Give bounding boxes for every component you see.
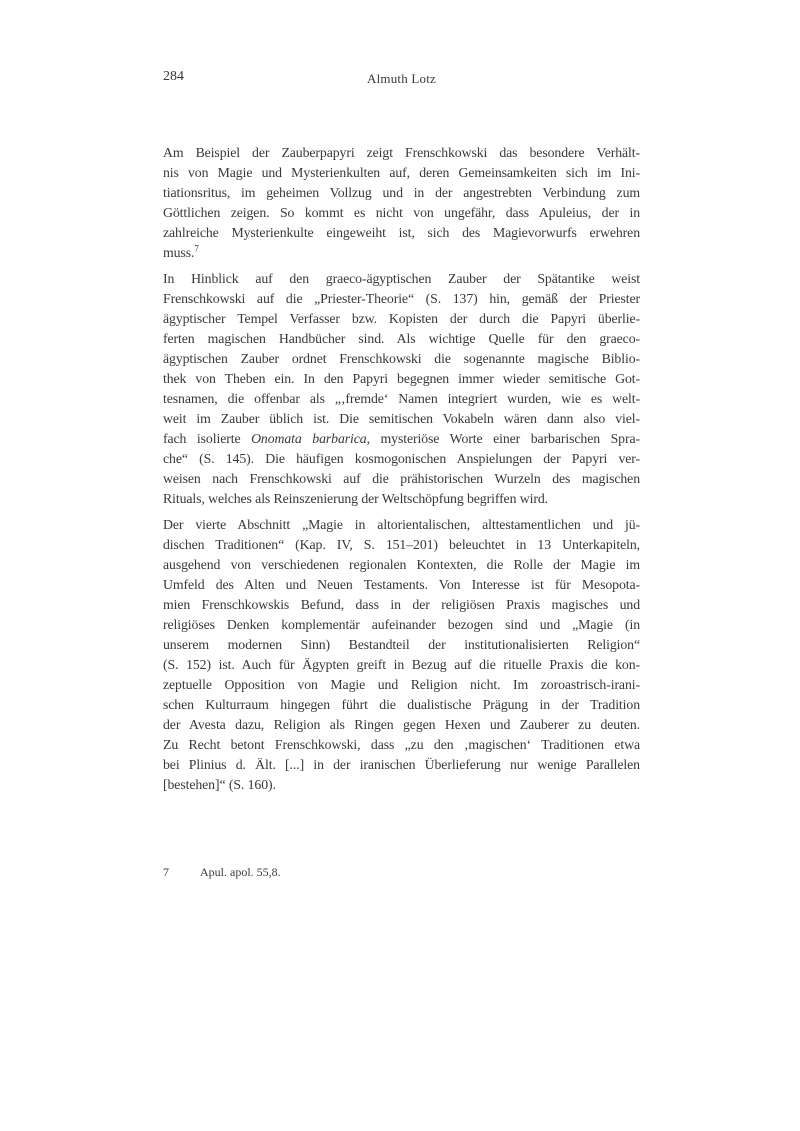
body-text: fach isolierte [163,431,252,446]
body-line: In Hinblick auf den graeco-ägyptischen Zauber der Spätantike weist [163,271,640,286]
body-line: zahlreiche Mysterienkulte eingeweiht ist, sich des Magievorwurfs erwehren [163,225,640,240]
footnote [163,864,640,880]
body-line: dischen Traditionen“ (Kap. IV, S. 151–201) beleuchtet in 13 Unterkapiteln, [163,537,640,552]
body-line: nis von Magie und Mysterienkulten auf, deren Gemeinsamkeiten sich im Ini- [163,165,640,180]
page-number: 284 [163,69,184,84]
body-line: weisen nach Frenschkowski auf die prähistorischen Wurzeln des magischen [163,471,640,486]
body-text: , mysteriöse Worte einer barbarischen Spra- [366,431,640,446]
running-head-author: Almuth Lotz [367,71,436,86]
body-line: zeptuelle Opposition von Magie und Religion nicht. Im zoroastrisch-irani- [163,677,640,692]
body-line: religiöses Denken komplementär aufeinander bezogen sind und „Magie (in [163,617,640,632]
body-line: Rituals, welches als Reinszenierung der Weltschöpfung begriffen wird. [163,491,548,506]
body-line: Göttlichen zeigen. So kommt es nicht von ungefähr, dass Apuleius, der in [163,205,640,220]
body-line: bei Plinius d. Ält. [...] in der iranischen Überlieferung nur wenige Parallelen [163,757,640,772]
text-body [163,143,640,795]
body-line: unserem modernen Sinn) Bestandteil der institutionalisierten Religion“ [163,637,640,652]
body-line: schen Kulturraum hingegen führt die dualistische Prägung in der Tradition [163,697,640,712]
body-line: che“ (S. 145). Die häufigen kosmogonischen Anspielungen der Papyri ver- [163,451,640,466]
body-line: mien Frenschkowskis Befund, dass in der religiösen Praxis magisches und [163,597,640,612]
body-line-with-term [163,429,640,449]
body-line: Der vierte Abschnitt „Magie in altorientalischen, alttestamentlichen und jü- [163,517,640,532]
footnote-marker: 7 [163,865,169,879]
body-line [163,243,640,263]
body-line: thek von Theben ein. In den Papyri begegnen immer wieder semitische Got- [163,371,640,386]
body-line: (S. 152) ist. Auch für Ägypten greift in Bezug auf die rituelle Praxis die kon- [163,657,640,672]
body-line: Am Beispiel der Zauberpapyri zeigt Frenschkowski das besondere Verhält- [163,145,640,160]
latin-term: Onomata barbarica [251,431,367,446]
paragraph-3 [163,515,640,795]
footnote-ref: 7 [194,243,199,254]
paragraph-2 [163,269,640,509]
body-line: tiationsritus, im geheimen Vollzug und in der angestrebten Verbindung zum [163,185,640,200]
body-line: ägyptischer Tempel Verfasser bzw. Kopisten der durch die Papyri überlie- [163,311,640,326]
body-line: tesnamen, die offenbar als „‚fremde‘ Namen integriert wurden, wie es welt- [163,391,640,406]
running-header [163,69,640,87]
footnote-text: Apul. apol. 55,8. [200,865,281,879]
body-line: [bestehen]“ (S. 160). [163,777,276,792]
body-line: ausgehend von verschiedenen regionalen Kontexten, die Rolle der Magie im [163,557,640,572]
body-line: ferten magischen Handbücher sind. Als wichtige Quelle für den graeco- [163,331,640,346]
body-line: ägyptischen Zauber ordnet Frenschkowski die sogenannte magische Biblio- [163,351,640,366]
body-line: Umfeld des Alten und Neuen Testaments. Von Interesse ist für Mesopota- [163,577,640,592]
body-line: Frenschkowski auf die „Priester-Theorie“ (S. 137) hin, gemäß der Priester [163,291,640,306]
body-text: muss. [163,245,195,260]
body-line: weit im Zauber üblich ist. Die semitischen Vokabeln wären dann also viel- [163,411,640,426]
body-line: der Avesta dazu, Religion als Ringen gegen Hexen und Zauberer zu deuten. [163,717,640,732]
paragraph-1 [163,143,640,263]
body-line: Zu Recht betont Frenschkowski, dass „zu den ‚magischen‘ Traditionen etwa [163,737,640,752]
